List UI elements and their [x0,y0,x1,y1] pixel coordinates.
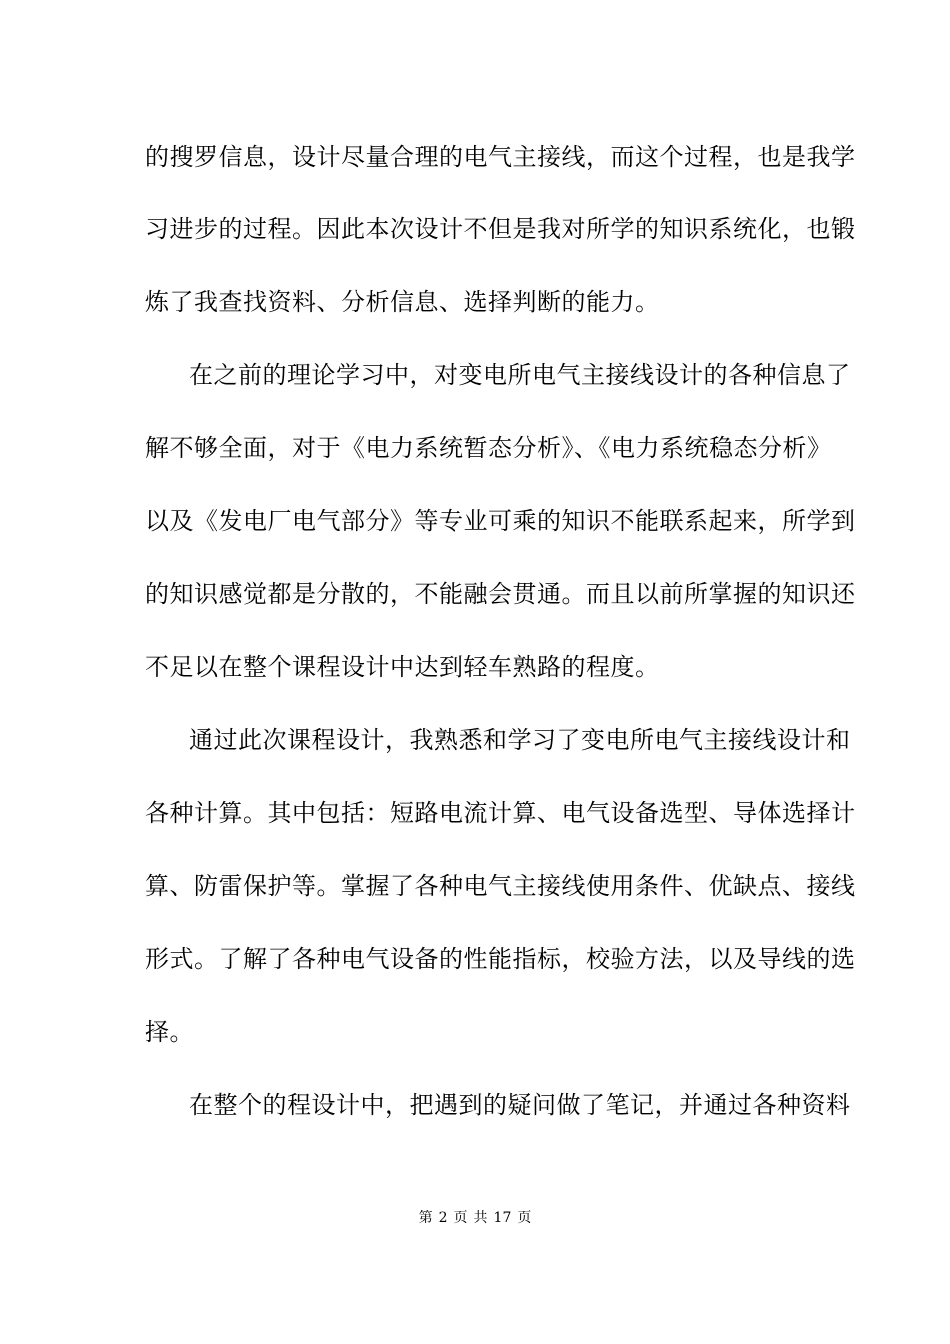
text-line: 以及《发电厂电气部分》等专业可乘的知识不能联系起来，所学到 [145,507,856,535]
text-line: 各种计算。其中包括：短路电流计算、电气设备选型、导体选择计 [145,799,856,827]
page-footer [0,1208,950,1228]
footer-current-page: 2 [438,1210,448,1226]
text-line: 解不够全面，对于《电力系统暂态分析》、《电力系统稳态分析》 [145,434,832,462]
text-line: 炼了我查找资料、分析信息、选择判断的能力。 [145,288,660,316]
text-line: 的搜罗信息，设计尽量合理的电气主接线，而这个过程，也是我学 [145,143,856,171]
footer-prefix: 第 [418,1210,433,1226]
text-line: 的知识感觉都是分散的，不能融会贯通。而且以前所掌握的知识还 [145,580,856,608]
footer-total-word: 共 [473,1210,488,1226]
text-line: 算、防雷保护等。掌握了各种电气主接线使用条件、优缺点、接线 [145,872,856,900]
footer-suffix: 页 [517,1210,532,1226]
paragraph-first-line: 在整个的程设计中，把遇到的疑问做了笔记，并通过各种资料 [189,1091,851,1119]
text-line: 不足以在整个课程设计中达到轻车熟路的程度。 [145,653,660,681]
footer-total-pages: 17 [493,1210,512,1226]
text-line: 择。 [145,1018,194,1046]
text-line: 形式。了解了各种电气设备的性能指标，校验方法，以及导线的选 [145,945,856,973]
paragraph-first-line: 在之前的理论学习中，对变电所电气主接线设计的各种信息了 [189,361,851,389]
paragraph-first-line: 通过此次课程设计，我熟悉和学习了变电所电气主接线设计和 [189,726,851,754]
text-line: 习进步的过程。因此本次设计不但是我对所学的知识系统化，也锻 [145,215,856,243]
footer-page-word: 页 [453,1210,468,1226]
